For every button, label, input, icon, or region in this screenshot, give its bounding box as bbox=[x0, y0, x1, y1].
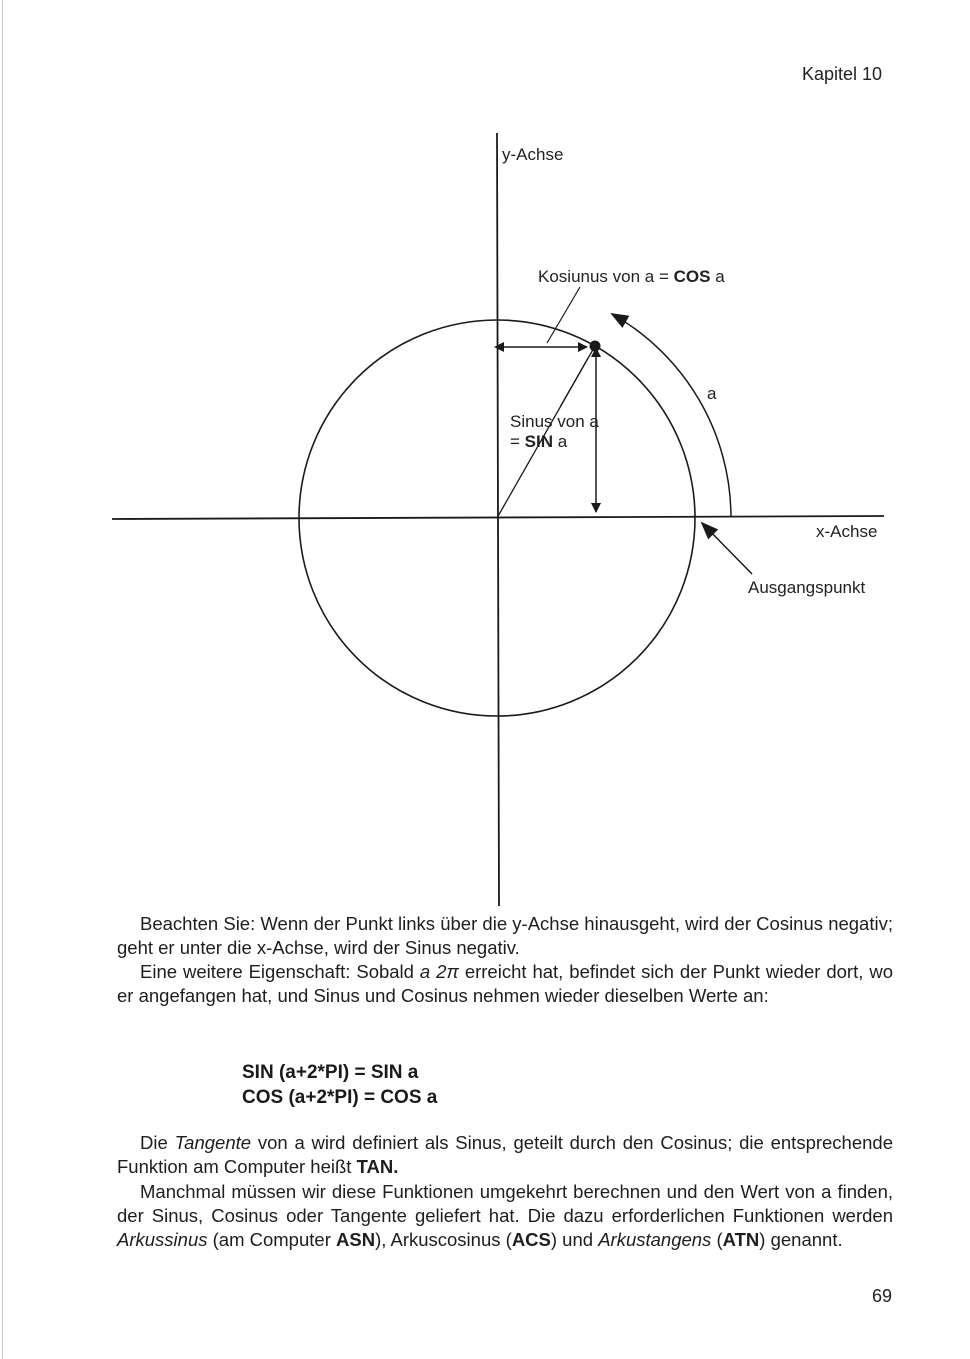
sin-leader-line bbox=[560, 358, 588, 407]
sin-label-line1: Sinus von a bbox=[510, 412, 599, 431]
angle-arc-arrow bbox=[612, 314, 731, 516]
paragraph-text: Beachten Sie: Wenn der Punkt links über die y-Achse hinausgeht, wird der Cosinus negativ; geht er unter die x-Achse, wird der Sinus negativ. bbox=[117, 913, 893, 958]
paragraph-text: Manchmal müssen wir diese Funktionen umgekehrt berechnen und den Wert von a finden, der Sinus, Cosinus oder Tangente geliefert hat. Die dazu erforderlichen Funktionen werden Arkussinus (am Computer ASN), Arkuscosinus (ACS) und Arkustangens (ATN) genannt. bbox=[117, 1181, 893, 1250]
formula-sin: SIN (a+2*PI) = SIN a bbox=[242, 1062, 419, 1083]
x-axis-label: x-Achse bbox=[816, 522, 878, 541]
formula-cos: COS (a+2*PI) = COS a bbox=[242, 1087, 438, 1108]
cos-leader-line bbox=[547, 287, 580, 343]
start-point-arrow bbox=[702, 523, 752, 574]
start-point-label: Ausgangspunkt bbox=[748, 578, 866, 597]
circle-point bbox=[590, 341, 601, 352]
paragraph-tangent bbox=[117, 1131, 893, 1179]
y-axis bbox=[497, 133, 499, 906]
paragraph-text: Die Tangente von a wird definiert als Sinus, geteilt durch den Cosinus; die entsprechende Funktion am Computer heißt TAN. bbox=[117, 1132, 894, 1177]
cos-label: Kosiunus von a = COS a bbox=[538, 267, 725, 286]
chapter-header: Kapitel 10 bbox=[801, 64, 882, 84]
paragraph-text: Eine weitere Eigenschaft: Sobald a 2π erreicht hat, befindet sich der Punkt wieder dort, wo er angefangen hat, und Sinus und Cosinus nehmen wieder dieselben Werte an: bbox=[117, 961, 893, 1006]
paragraph-inverse-functions bbox=[117, 1180, 893, 1252]
sin-label-line2: = SIN a bbox=[510, 432, 568, 451]
y-axis-label: y-Achse bbox=[502, 145, 564, 164]
angle-label: a bbox=[707, 384, 717, 403]
paragraph-periodicity bbox=[117, 960, 893, 1008]
page-number: 69 bbox=[871, 1286, 892, 1306]
paragraph-cosine-negative bbox=[117, 912, 893, 960]
